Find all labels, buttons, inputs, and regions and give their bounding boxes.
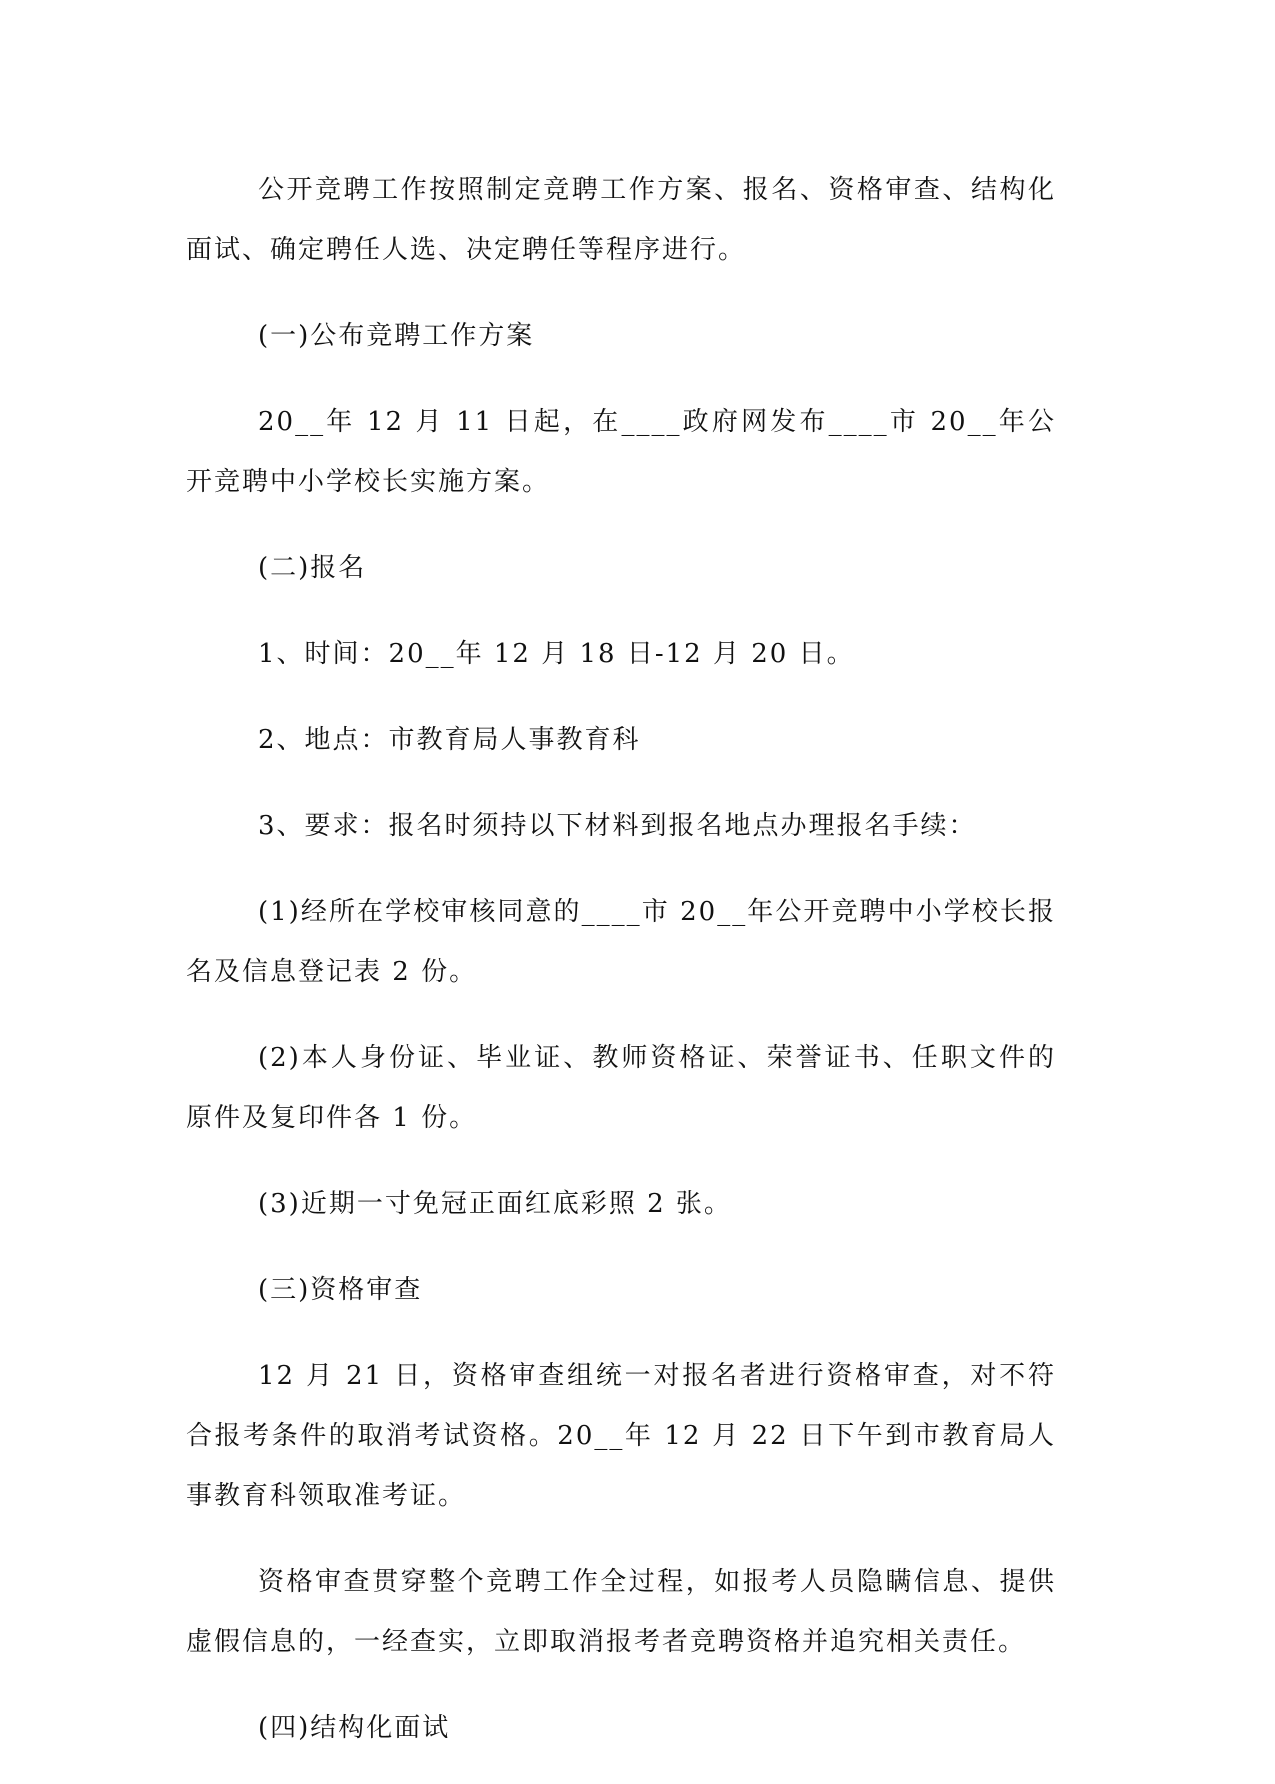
list-item-material-photo: (3)近期一寸免冠正面红底彩照 2 张。 [258,1189,732,1219]
heading-registration: (二)报名 [258,553,367,583]
list-item-registration-requirements: 3、要求：报名时须持以下材料到报名地点办理报名手续： [258,811,977,841]
paragraph-review-schedule: 12 月 21 日，资格审查组统一对报名者进行资格审查，对不符合报考条件的取消考试资格。20__年 12 月 22 日下午到市教育局人事教育科领取准考证。 [186,1361,1056,1511]
paragraph-publish-date: 20__年 12 月 11 日起，在____政府网发布____市 20__年公开竞聘中小学校长实施方案。 [186,407,1056,497]
list-item-material-certificates: (2)本人身份证、毕业证、教师资格证、荣誉证书、任职文件的原件及复印件各 1 份。 [186,1043,1056,1133]
paragraph-procedure-intro: 公开竞聘工作按照制定竞聘工作方案、报名、资格审查、结构化面试、确定聘任人选、决定聘任等程序进行。 [186,175,1056,265]
list-item-registration-time: 1、时间：20__年 12 月 18 日-12 月 20 日。 [258,639,855,669]
heading-structured-interview: (四)结构化面试 [258,1713,451,1743]
heading-publish-plan: (一)公布竞聘工作方案 [258,321,535,351]
paragraph-review-policy: 资格审查贯穿整个竞聘工作全过程，如报考人员隐瞒信息、提供虚假信息的，一经查实，立即取消报考者竞聘资格并追究相关责任。 [186,1567,1056,1657]
list-item-registration-place: 2、地点：市教育局人事教育科 [258,725,641,755]
list-item-material-form: (1)经所在学校审核同意的____市 20__年公开竞聘中小学校长报名及信息登记表 2 份。 [186,897,1056,987]
heading-qualification-review: (三)资格审查 [258,1275,423,1305]
document-body [186,160,1056,1784]
